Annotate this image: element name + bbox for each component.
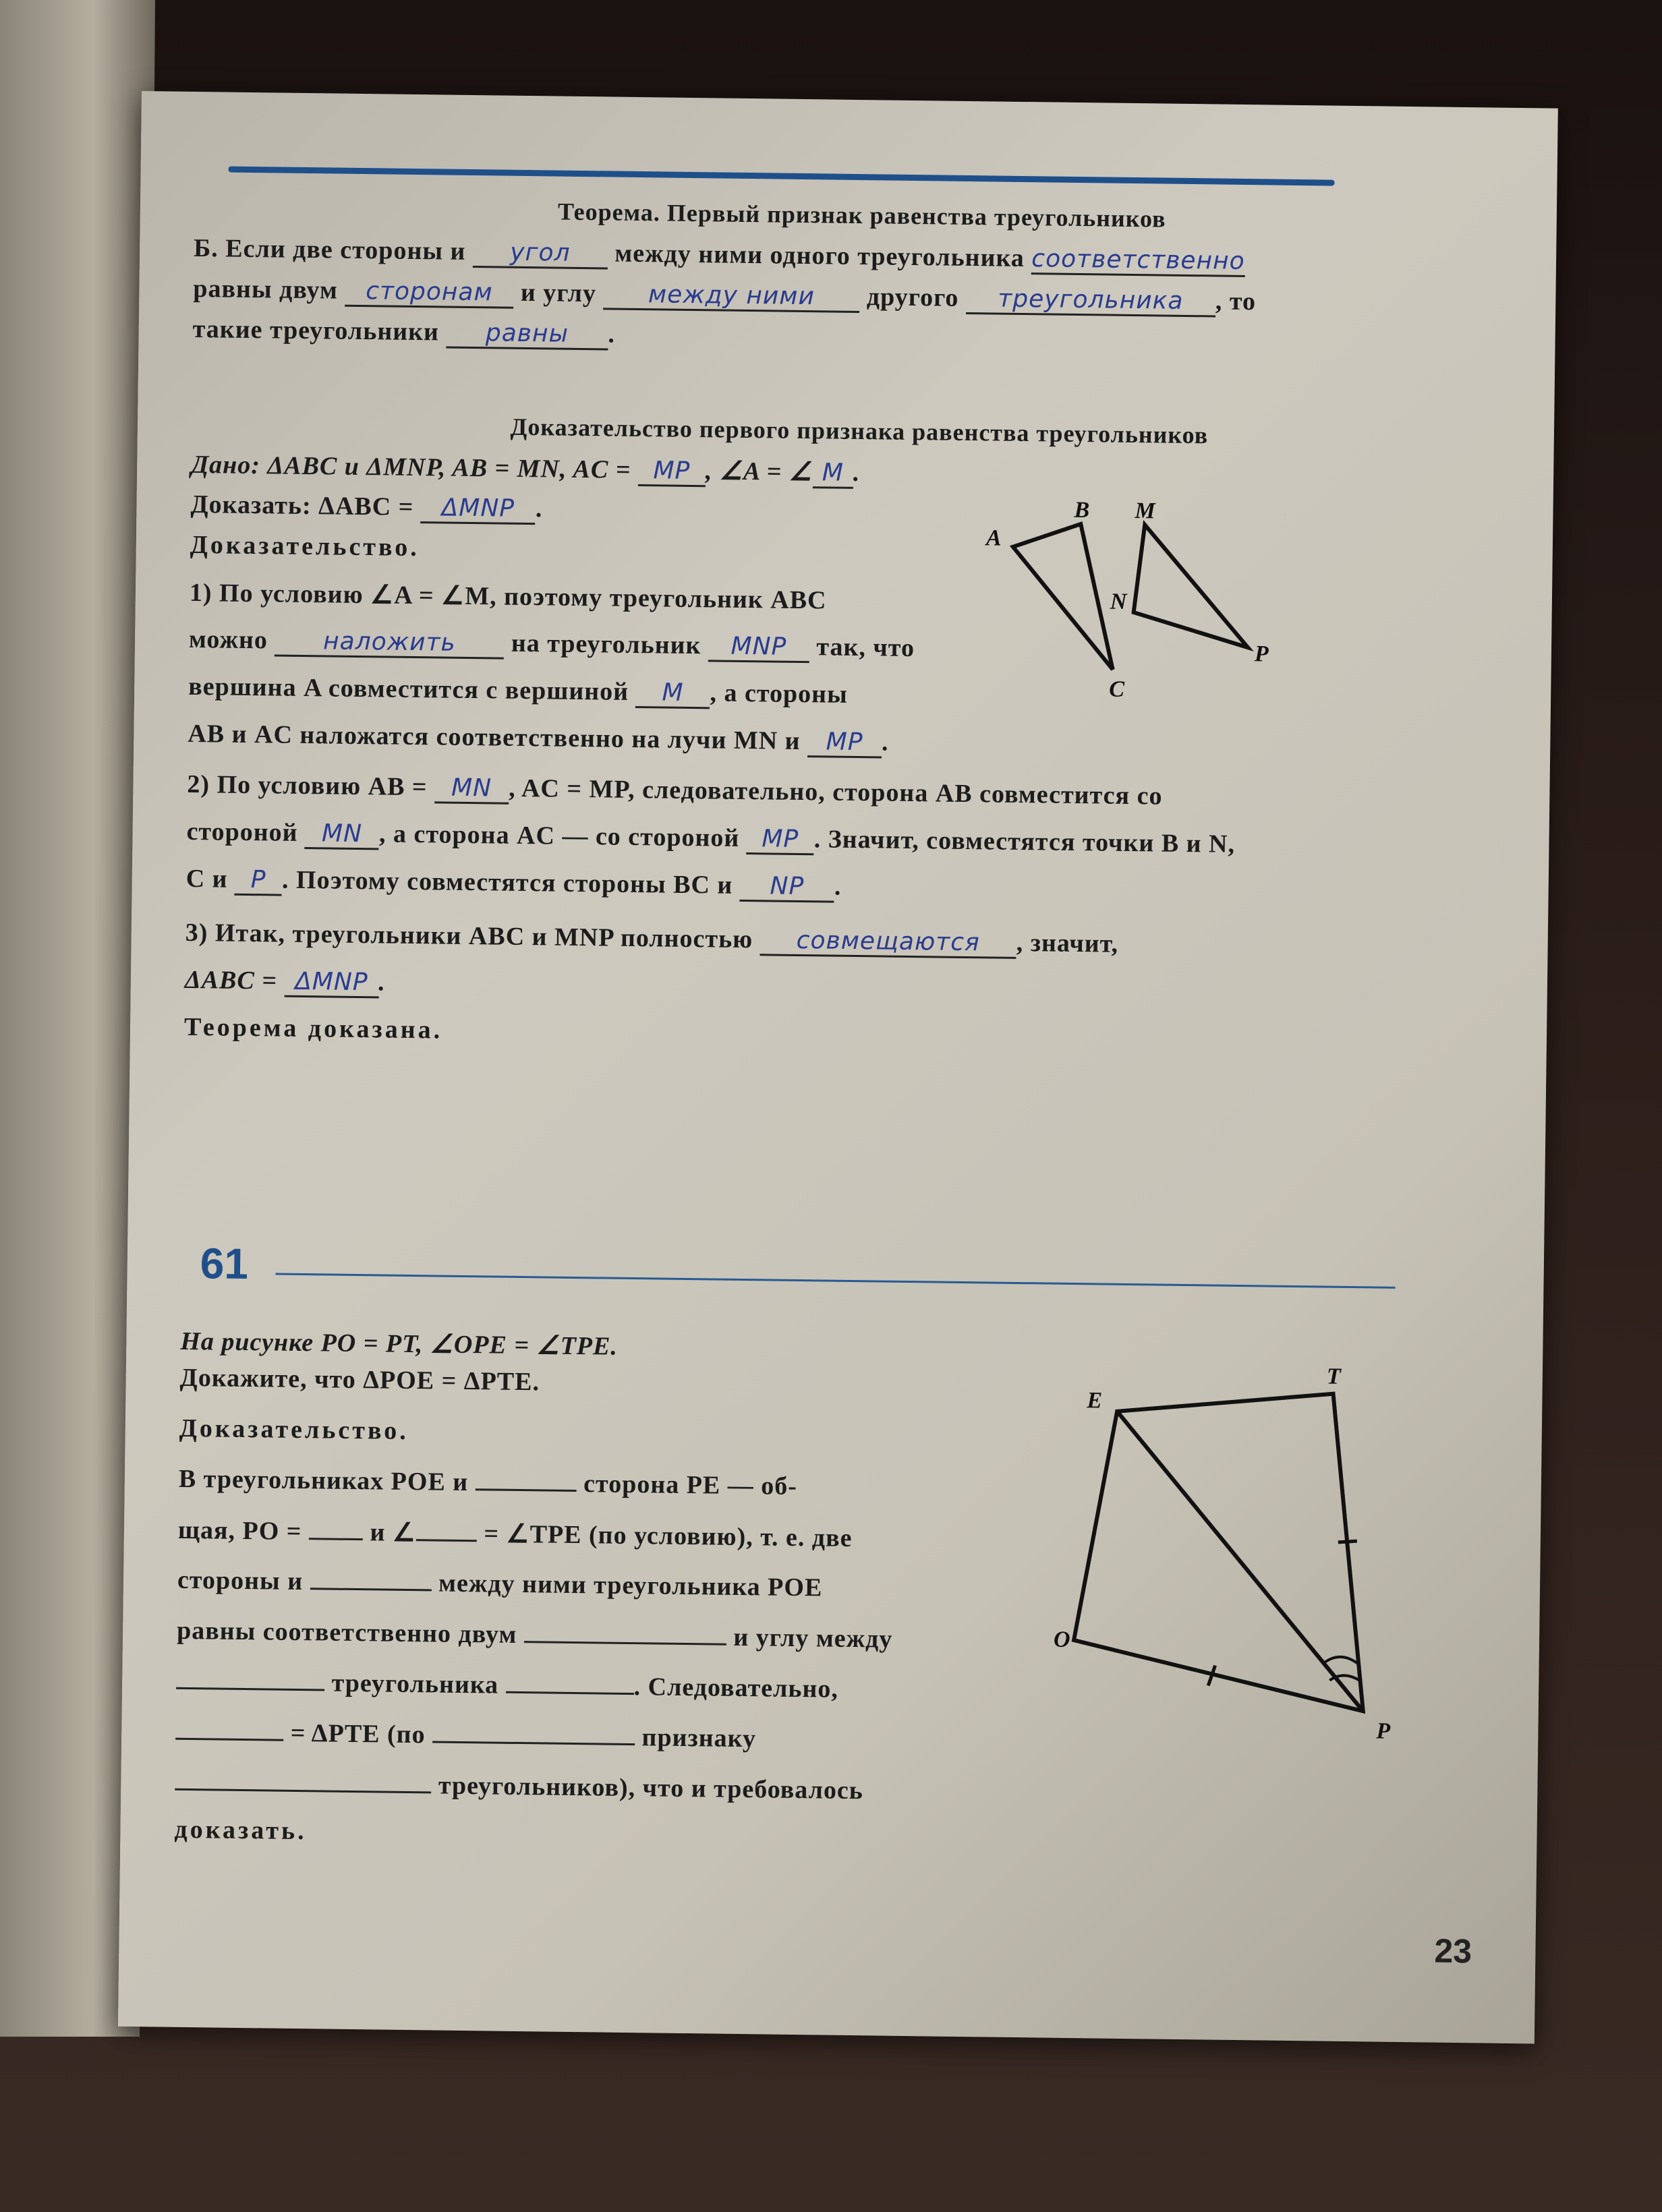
text: равны двум bbox=[193, 274, 339, 305]
answer-blank[interactable] bbox=[524, 1641, 726, 1646]
step1-line-4 bbox=[188, 719, 1523, 766]
workbook-page bbox=[118, 91, 1558, 2043]
answer-blank[interactable] bbox=[309, 1538, 363, 1540]
label-e: E bbox=[1087, 1388, 1103, 1414]
task-number: 61 bbox=[200, 1239, 249, 1289]
label-o: O bbox=[1053, 1627, 1070, 1652]
text: C и bbox=[185, 864, 228, 894]
text: между ними треугольника POE bbox=[438, 1569, 823, 1602]
diagonal-pe bbox=[1114, 1411, 1367, 1711]
handwritten-answer: MP bbox=[638, 457, 706, 487]
task-line-4 bbox=[179, 1464, 1056, 1505]
answer-blank[interactable] bbox=[476, 1488, 577, 1492]
tick-pt bbox=[1338, 1541, 1357, 1542]
given-line bbox=[191, 449, 1526, 497]
figure-triangles-abc-mnp bbox=[984, 492, 1338, 712]
text: и углу bbox=[520, 278, 597, 308]
handwritten-answer: ΔMNP bbox=[284, 968, 379, 999]
task-line-8 bbox=[176, 1666, 1053, 1707]
handwritten-answer: MP bbox=[807, 728, 882, 758]
text: . Поэтому совместятся стороны BC и bbox=[281, 865, 733, 900]
text: . Следовательно, bbox=[633, 1672, 839, 1704]
step2-line-3 bbox=[185, 864, 1521, 911]
text: щая, PO = bbox=[177, 1515, 302, 1546]
step1-line-1: 1) По условию ∠A = ∠M, поэтому треугольник ABC bbox=[189, 578, 827, 615]
proof-title: Доказательство первого признака равенства треугольников bbox=[510, 413, 1209, 449]
label-t: T bbox=[1326, 1364, 1341, 1389]
handwritten-answer: P bbox=[235, 866, 283, 896]
label-m: M bbox=[1135, 498, 1155, 524]
task-rule bbox=[276, 1273, 1396, 1289]
handwritten-answer: ΔMNP bbox=[421, 494, 536, 525]
text: вершина A совместится с вершиной bbox=[188, 672, 629, 706]
handwritten-answer: треугольника bbox=[966, 285, 1216, 318]
step2-line-1 bbox=[187, 769, 1522, 817]
triangle-abc bbox=[1012, 523, 1115, 670]
theorem-line-1 bbox=[194, 233, 1529, 281]
label-n: N bbox=[1110, 589, 1127, 614]
text: . bbox=[378, 968, 386, 997]
answer-blank[interactable] bbox=[432, 1741, 635, 1745]
text: = ΔPTE (по bbox=[290, 1718, 426, 1749]
step3-line-2 bbox=[185, 965, 1520, 1012]
handwritten-answer: NP bbox=[740, 872, 835, 903]
text: ΔABC = bbox=[184, 965, 278, 995]
text: другого bbox=[866, 283, 959, 312]
header-rule bbox=[229, 167, 1335, 186]
step3-line-1 bbox=[185, 918, 1520, 965]
theorem-line-2 bbox=[193, 274, 1528, 321]
text: Б. Если две стороны и bbox=[193, 233, 466, 266]
label-p2: P bbox=[1376, 1718, 1391, 1744]
answer-blank[interactable] bbox=[506, 1691, 634, 1695]
task-line-1: На рисунке PO = PT, ∠OPE = ∠TPE. bbox=[180, 1327, 619, 1361]
text: можно bbox=[188, 624, 268, 655]
text: Доказать: ΔABC = bbox=[190, 490, 414, 521]
text: 3) Итак, треугольники ABC и MNP полностью bbox=[185, 918, 753, 954]
theorem-proved: Теорема доказана. bbox=[183, 1012, 443, 1045]
text: . bbox=[535, 494, 543, 523]
handwritten-answer: M bbox=[813, 459, 854, 489]
label-a: A bbox=[985, 525, 1002, 551]
task-line-6 bbox=[177, 1565, 1054, 1606]
text: стороной bbox=[186, 817, 298, 847]
text: , значит, bbox=[1016, 928, 1119, 958]
text: . bbox=[608, 320, 616, 349]
task-line-9 bbox=[175, 1717, 1052, 1757]
text: , а стороны bbox=[710, 678, 849, 709]
text: . Значит, совместятся точки B и N, bbox=[813, 825, 1236, 858]
text: . bbox=[881, 728, 889, 757]
theorem-title: Теорема. Первый признак равенства треугольников bbox=[557, 198, 1166, 233]
handwritten-answer: сторонам bbox=[345, 277, 514, 309]
step2-line-2 bbox=[186, 817, 1522, 864]
text: AB и AC наложатся соответственно на лучи MN и bbox=[188, 719, 801, 756]
text: треугольников), что и требовалось bbox=[438, 1771, 864, 1805]
text: = ∠TPE (по условию), т. е. две bbox=[484, 1519, 853, 1553]
text: , то bbox=[1215, 287, 1257, 316]
task-line-7 bbox=[177, 1616, 1054, 1656]
handwritten-answer: равны bbox=[446, 319, 608, 351]
text: , а сторона AC — со стороной bbox=[378, 819, 740, 852]
answer-blank[interactable] bbox=[310, 1588, 431, 1591]
angle-arc-1 bbox=[1323, 1657, 1358, 1664]
task-line-11: доказать. bbox=[174, 1815, 307, 1846]
text: такие треугольники bbox=[192, 314, 440, 347]
text: треугольника bbox=[331, 1668, 499, 1699]
handwritten-answer: MNP bbox=[708, 632, 810, 663]
handwritten-answer: соответственно bbox=[1031, 245, 1245, 277]
text: и ∠ bbox=[370, 1518, 417, 1548]
task-line-5 bbox=[178, 1515, 1055, 1556]
answer-blank[interactable] bbox=[175, 1738, 283, 1741]
label-c: C bbox=[1109, 676, 1125, 702]
text: равны соответственно двум bbox=[176, 1616, 517, 1649]
answer-blank[interactable] bbox=[416, 1539, 477, 1542]
task-line-2: Докажите, что ΔPOE = ΔPTE. bbox=[179, 1363, 540, 1397]
text: 2) По условию AB = bbox=[187, 769, 428, 802]
text: признаку bbox=[641, 1723, 757, 1753]
text: , AC = MP, следовательно, сторона AB совместится со bbox=[508, 774, 1163, 811]
handwritten-answer: совмещаются bbox=[760, 926, 1016, 959]
label-p: P bbox=[1254, 641, 1269, 667]
handwritten-answer: MN bbox=[434, 774, 509, 804]
handwritten-answer: MP bbox=[746, 825, 814, 855]
answer-blank[interactable] bbox=[176, 1687, 324, 1691]
handwritten-answer: M bbox=[635, 678, 710, 709]
text: на треугольник bbox=[511, 629, 701, 660]
text: сторона PE — об- bbox=[583, 1469, 798, 1501]
text: Дано: ΔABC и ΔMNP, AB = MN, AC = bbox=[190, 450, 631, 484]
theorem-line-3 bbox=[192, 314, 1528, 361]
text: между ними одного треугольника bbox=[614, 239, 1025, 273]
handwritten-answer: наложить bbox=[275, 627, 505, 659]
task-line-10 bbox=[175, 1768, 1052, 1808]
text: так, что bbox=[816, 633, 915, 663]
text: стороны и bbox=[177, 1565, 304, 1596]
figure-quadrilateral-poet bbox=[1052, 1364, 1435, 1753]
text: В треугольниках POE и bbox=[178, 1464, 469, 1497]
label-b: B bbox=[1074, 497, 1090, 523]
text: и углу между bbox=[733, 1623, 893, 1654]
proof-label: Доказательство. bbox=[190, 530, 420, 562]
handwritten-answer: угол bbox=[473, 238, 608, 269]
triangle-mnp bbox=[1133, 525, 1249, 647]
answer-blank[interactable] bbox=[175, 1788, 431, 1794]
text: . bbox=[834, 872, 842, 901]
text: , ∠A = ∠ bbox=[705, 457, 813, 487]
handwritten-answer: между ними bbox=[603, 280, 860, 313]
page-number: 23 bbox=[1434, 1931, 1472, 1971]
text: . bbox=[853, 458, 861, 488]
handwritten-answer: MN bbox=[305, 819, 380, 850]
task-proof-label: Доказательство. bbox=[179, 1414, 409, 1445]
